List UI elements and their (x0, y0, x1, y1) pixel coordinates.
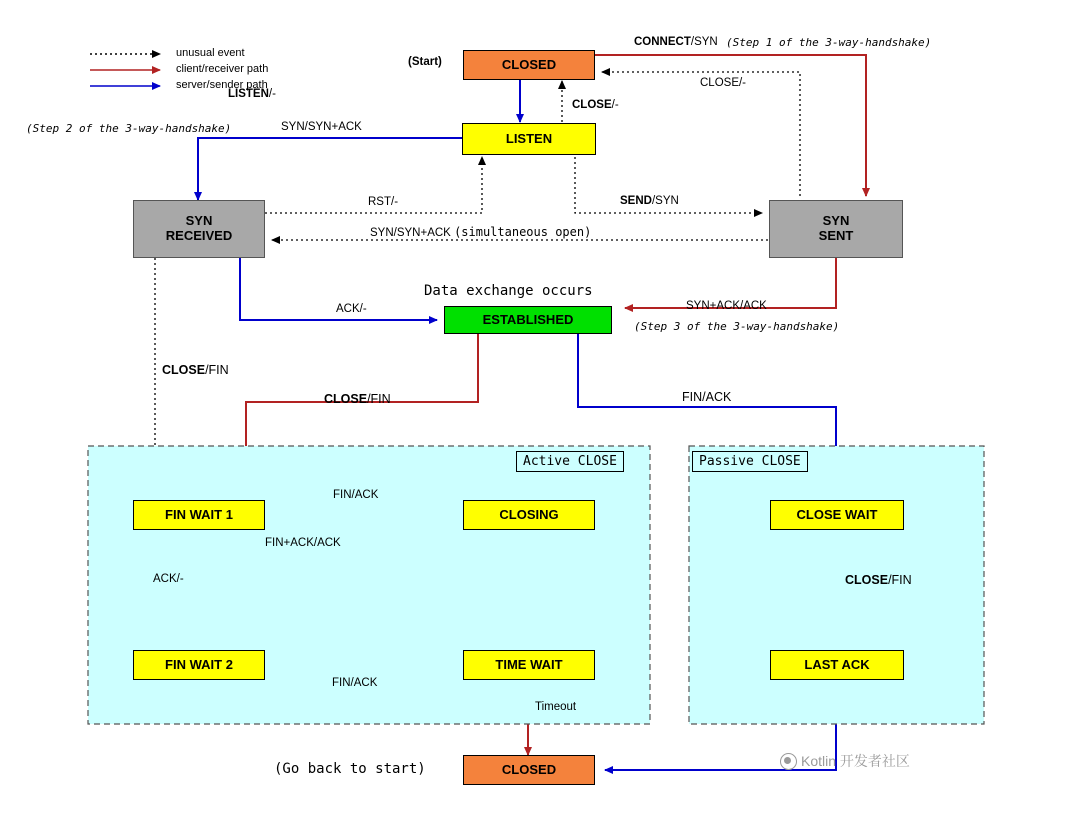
watermark-text: Kotlin 开发者社区 (801, 753, 910, 769)
node-closed-bottom[interactable] (463, 755, 595, 785)
label-fin-ack-passive-text: FIN/ACK (682, 390, 732, 404)
label-listen-dash-rest: /- (268, 88, 276, 100)
label-ack-dash-established (336, 303, 367, 315)
label-syn-ack-ack-text: SYN+ACK/ACK (686, 300, 767, 312)
node-closed-top[interactable] (463, 50, 595, 80)
label-connect-syn (634, 36, 718, 48)
label-ack-dash-fw (153, 573, 184, 585)
node-fin-wait-2-label: FIN WAIT 2 (165, 656, 233, 672)
label-close-fin-left-bold: CLOSE (162, 363, 206, 377)
label-fin-ack-closing-text: FIN/ACK (333, 489, 379, 501)
label-close-dash-right-text: CLOSE/- (700, 77, 747, 89)
node-syn-sent-label-line2: SENT (818, 228, 854, 243)
label-rst (368, 196, 398, 208)
label-syn-ack-ack (686, 300, 767, 312)
node-established-label: ESTABLISHED (482, 311, 574, 327)
label-simultaneous-open-note: (simultaneous open) (454, 225, 592, 239)
watermark (780, 751, 910, 771)
label-ack-dash-fw-text: ACK/- (153, 573, 184, 585)
node-time-wait[interactable] (463, 650, 595, 680)
label-close-dash-left-rest: /- (611, 99, 619, 111)
label-start (408, 56, 442, 68)
label-listen-dash-bold: LISTEN (228, 88, 269, 100)
label-connect-syn-rest: /SYN (690, 36, 718, 48)
node-syn-received-label-line2: RECEIVED (165, 228, 233, 243)
node-syn-received-label-line1: SYN (185, 213, 213, 229)
node-close-wait-label: CLOSE WAIT (796, 506, 878, 522)
region-label-passive-close-text: Passive CLOSE (699, 454, 801, 469)
node-closed-top-label: CLOSED (501, 56, 557, 72)
label-rst-text: RST/- (368, 196, 399, 208)
label-fin-ack-fw2-text: FIN/ACK (332, 677, 378, 689)
label-step3 (634, 320, 839, 333)
label-step1-text: (Step 1 of the 3-way-handshake) (726, 36, 932, 49)
node-fin-wait-1[interactable] (133, 500, 265, 530)
watermark-logo-icon (780, 753, 797, 770)
node-syn-sent-label-line1: SYN (822, 213, 850, 229)
label-step2-text: (Step 2 of the 3-way-handshake) (26, 122, 232, 135)
label-close-fin-left (162, 363, 229, 377)
node-closing[interactable] (463, 500, 595, 530)
label-connect-syn-bold: CONNECT (634, 36, 691, 48)
node-fin-wait-1-label: FIN WAIT 1 (165, 506, 233, 522)
label-close-fin-mid-rest: /FIN (367, 392, 391, 406)
label-close-fin-passive-rest: /FIN (888, 573, 912, 587)
node-fin-wait-2[interactable] (133, 650, 265, 680)
label-syn-synack-listen-text: SYN/SYN+ACK (281, 121, 362, 133)
legend-item-client-path: client/receiver path (176, 63, 269, 75)
label-timeout (535, 701, 576, 713)
node-listen[interactable] (462, 123, 596, 155)
node-time-wait-label: TIME WAIT (495, 656, 563, 672)
region-label-active-close (516, 451, 624, 472)
legend-item-unusual-event: unusual event (176, 47, 245, 59)
label-close-dash-left (572, 99, 619, 111)
label-close-fin-passive-bold: CLOSE (845, 573, 889, 587)
region-label-active-close-text: Active CLOSE (523, 454, 617, 469)
label-listen-dash (228, 88, 276, 100)
label-fin-ack-ack-text: FIN+ACK/ACK (265, 537, 341, 549)
node-closing-label: CLOSING (499, 506, 559, 522)
label-fin-ack-closing (333, 489, 378, 501)
label-close-fin-left-rest: /FIN (205, 363, 229, 377)
label-step2 (26, 122, 231, 135)
label-close-dash-left-bold: CLOSE (572, 99, 612, 111)
label-fin-ack-fw2 (332, 677, 377, 689)
label-ack-dash-established-text: ACK/- (336, 303, 367, 315)
label-simultaneous-open (370, 225, 591, 239)
node-established[interactable] (444, 306, 612, 334)
region-label-passive-close (692, 451, 808, 472)
label-data-exchange-text: Data exchange occurs (424, 283, 593, 299)
label-step3-text: (Step 3 of the 3-way-handshake) (634, 320, 840, 333)
label-close-fin-mid (324, 392, 391, 406)
node-listen-label: LISTEN (505, 130, 553, 146)
label-data-exchange (424, 283, 593, 299)
node-syn-received[interactable] (133, 200, 265, 258)
label-close-fin-mid-bold: CLOSE (324, 392, 368, 406)
node-syn-sent[interactable] (769, 200, 903, 258)
legend-item-server-path: server/sender path (176, 79, 268, 91)
label-fin-ack-ack (265, 537, 341, 549)
label-go-back-to-start-text: (Go back to start) (274, 761, 426, 777)
label-timeout-text: Timeout (535, 701, 577, 713)
label-send-syn-bold: SEND (620, 195, 652, 207)
node-closed-bottom-label: CLOSED (501, 761, 557, 777)
node-close-wait[interactable] (770, 500, 904, 530)
label-step1 (726, 36, 931, 49)
label-syn-synack-listen (281, 121, 362, 133)
label-start-text: (Start) (408, 56, 442, 68)
label-close-dash-right (700, 77, 746, 89)
label-send-syn (620, 195, 679, 207)
label-close-fin-passive (845, 573, 912, 587)
label-go-back-to-start (274, 761, 426, 777)
label-send-syn-rest: /SYN (651, 195, 679, 207)
node-last-ack[interactable] (770, 650, 904, 680)
label-fin-ack-passive (682, 390, 731, 404)
label-simultaneous-open-event: SYN/SYN+ACK (370, 227, 451, 239)
node-last-ack-label: LAST ACK (804, 656, 870, 672)
